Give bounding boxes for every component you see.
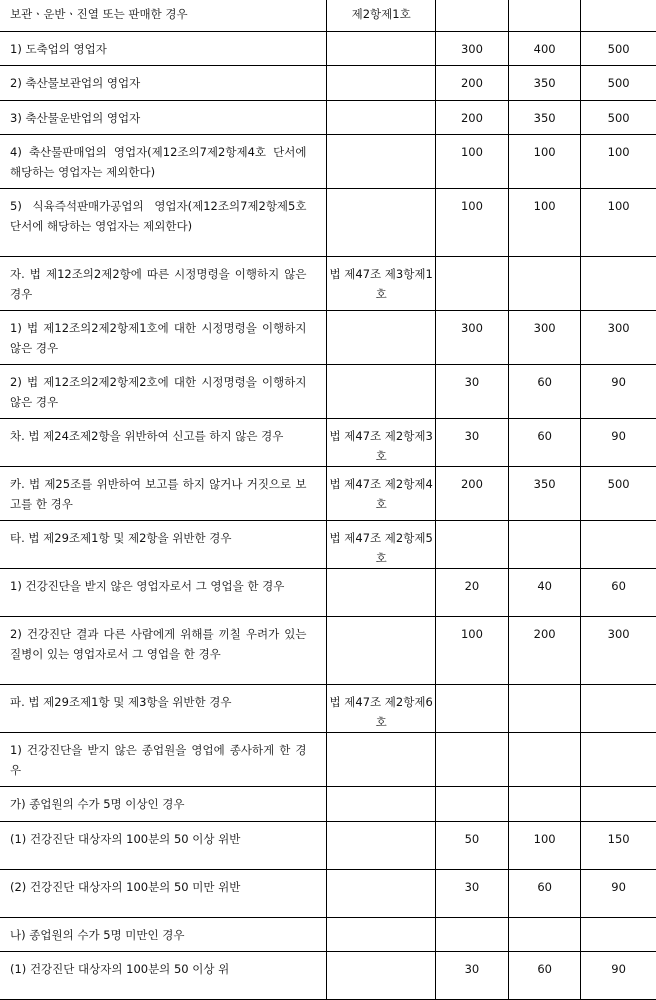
legal-basis [327,569,435,617]
legal-basis: 법 제47조 제2항제3호 [327,419,435,467]
violation-description: 1) 법 제12조의2제2항제1호에 대한 시정명령을 이행하지 않은 경우 [0,311,327,365]
violation-description: 타. 법 제29조제1항 및 제2항을 위반한 경우 [0,521,327,569]
fine-third: 90 [581,952,656,1000]
violation-description: 2) 건강진단 결과 다른 사람에게 위해를 끼칠 우려가 있는 질병이 있는 영업자로서 그 영업을 한 경우 [0,617,327,685]
legal-basis: 법 제47조 제2항제6호 [327,685,435,733]
legal-basis [327,100,435,135]
table-row [0,100,656,135]
fine-second: 200 [509,617,581,685]
violation-description: 보관ㆍ운반ㆍ진열 또는 판매한 경우 [0,0,327,31]
violation-description: 가) 종업원의 수가 5명 이상인 경우 [0,787,327,822]
violation-description: 2) 축산물보관업의 영업자 [0,66,327,101]
violation-description: 1) 도축업의 영업자 [0,31,327,66]
violation-description: (1) 건강진단 대상자의 100분의 50 이상 위 [0,952,327,1000]
fine-first: 200 [435,66,508,101]
fine-third: 300 [581,617,656,685]
legal-basis: 법 제47조 제2항제4호 [327,467,435,521]
table-row [0,419,656,467]
violation-description: 파. 법 제29조제1항 및 제3항을 위반한 경우 [0,685,327,733]
violation-description: (1) 건강진단 대상자의 100분의 50 이상 위반 [0,821,327,869]
table-row [0,569,656,617]
violation-description: 5) 식육즉석판매가공업의 영업자(제12조의7제2항제5호 단서에 해당하는 영업자는 제외한다) [0,189,327,257]
fine-second: 60 [509,419,581,467]
fine-third: 300 [581,311,656,365]
legal-basis [327,617,435,685]
fine-second: 400 [509,31,581,66]
table-row [0,0,656,31]
fine-second: 60 [509,952,581,1000]
table-row [0,135,656,189]
legal-basis [327,787,435,822]
fine-third: 90 [581,419,656,467]
legal-basis [327,135,435,189]
fine-third: 500 [581,31,656,66]
fine-first [435,521,508,569]
table-row [0,869,656,917]
fine-third: 500 [581,66,656,101]
fine-third [581,917,656,952]
fine-first: 200 [435,467,508,521]
legal-basis [327,821,435,869]
fine-third: 150 [581,821,656,869]
table-row [0,467,656,521]
fine-second: 40 [509,569,581,617]
fine-third [581,257,656,311]
fine-third [581,521,656,569]
legal-basis: 제2항제1호 [327,0,435,31]
fine-second [509,733,581,787]
table-row [0,821,656,869]
fine-third [581,733,656,787]
fine-second [509,0,581,31]
table-row [0,311,656,365]
legal-basis: 법 제47조 제3항제1호 [327,257,435,311]
table-row [0,617,656,685]
fine-first: 100 [435,189,508,257]
fine-second [509,521,581,569]
fine-first [435,917,508,952]
fine-second [509,787,581,822]
fine-second [509,257,581,311]
fine-third: 100 [581,189,656,257]
fine-third: 100 [581,135,656,189]
violation-description: (2) 건강진단 대상자의 100분의 50 미만 위반 [0,869,327,917]
legal-basis [327,869,435,917]
legal-basis [327,189,435,257]
fine-third [581,685,656,733]
violation-description: 자. 법 제12조의2제2항에 따른 시정명령을 이행하지 않은 경우 [0,257,327,311]
fine-first: 100 [435,617,508,685]
fine-third: 500 [581,100,656,135]
fine-first [435,787,508,822]
violation-description: 카. 법 제25조를 위반하여 보고를 하지 않거나 거짓으로 보고를 한 경우 [0,467,327,521]
table-row [0,257,656,311]
fine-first: 100 [435,135,508,189]
fine-third: 500 [581,467,656,521]
table-row [0,365,656,419]
fine-first: 30 [435,952,508,1000]
fine-first: 30 [435,869,508,917]
table-row [0,31,656,66]
violation-description: 1) 건강진단을 받지 않은 영업자로서 그 영업을 한 경우 [0,569,327,617]
legal-basis [327,952,435,1000]
fine-first [435,257,508,311]
fine-first: 30 [435,419,508,467]
fine-third [581,787,656,822]
fine-first [435,685,508,733]
legal-basis [327,311,435,365]
table-row [0,685,656,733]
legal-basis [327,917,435,952]
fine-third: 60 [581,569,656,617]
fine-third: 90 [581,869,656,917]
legal-basis [327,66,435,101]
table-row [0,521,656,569]
table-row [0,733,656,787]
fine-first: 20 [435,569,508,617]
fine-second: 60 [509,365,581,419]
table-row [0,787,656,822]
fine-second [509,917,581,952]
violation-description: 나) 종업원의 수가 5명 미만인 경우 [0,917,327,952]
fine-second: 100 [509,135,581,189]
fine-second: 60 [509,869,581,917]
legal-basis [327,733,435,787]
legal-basis [327,365,435,419]
table-row [0,917,656,952]
fine-second: 350 [509,100,581,135]
fine-first [435,733,508,787]
fine-second [509,685,581,733]
violation-description: 차. 법 제24조제2항을 위반하여 신고를 하지 않은 경우 [0,419,327,467]
fine-first: 30 [435,365,508,419]
fine-second: 100 [509,189,581,257]
fine-first: 300 [435,311,508,365]
fine-third: 90 [581,365,656,419]
fine-second: 300 [509,311,581,365]
fine-second: 350 [509,467,581,521]
fine-second: 350 [509,66,581,101]
fine-first: 50 [435,821,508,869]
legal-basis [327,31,435,66]
fine-third [581,0,656,31]
violation-description: 3) 축산물운반업의 영업자 [0,100,327,135]
violation-description: 2) 법 제12조의2제2항제2호에 대한 시정명령을 이행하지 않은 경우 [0,365,327,419]
legal-basis: 법 제47조 제2항제5호 [327,521,435,569]
fine-second: 100 [509,821,581,869]
fine-first: 200 [435,100,508,135]
fine-first: 300 [435,31,508,66]
table-row [0,189,656,257]
table-row [0,952,656,1000]
violation-description: 1) 건강진단을 받지 않은 종업원을 영업에 종사하게 한 경우 [0,733,327,787]
violation-description: 4) 축산물판매업의 영업자(제12조의7제2항제4호 단서에 해당하는 영업자는 제외한다) [0,135,327,189]
table-row [0,66,656,101]
fine-first [435,0,508,31]
